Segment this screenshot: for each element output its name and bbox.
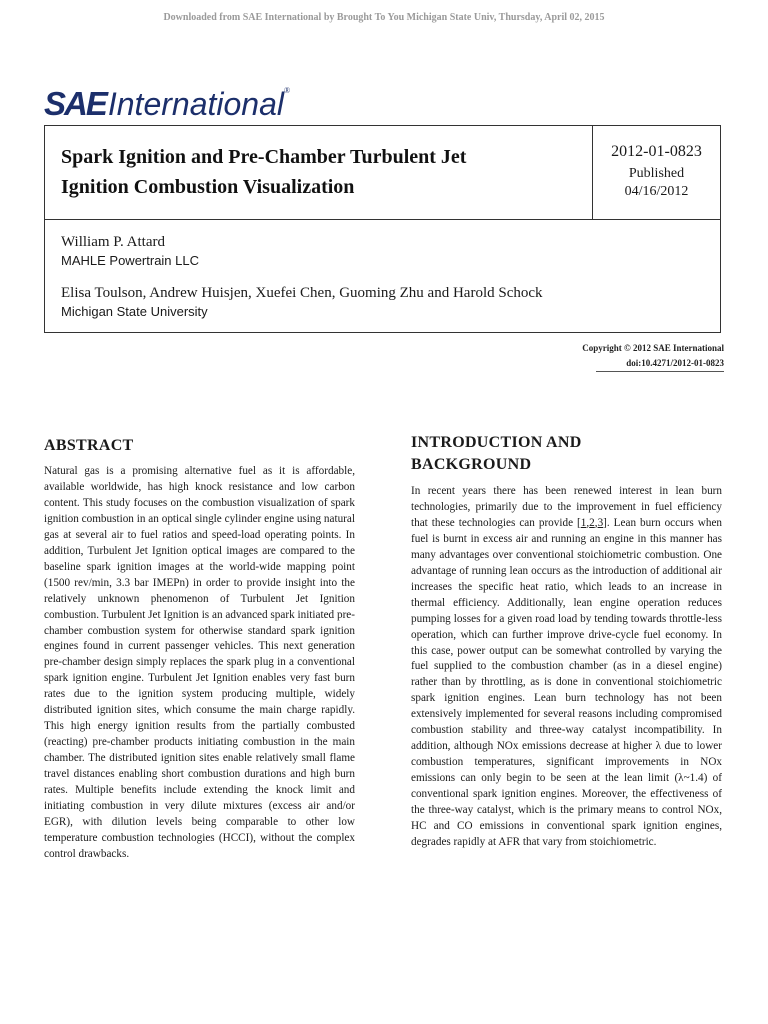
copyright-divider	[596, 371, 724, 372]
abstract-text: Natural gas is a promising alternative fuel as it is affordable, available worldwide, has high knock resistance and low carbon content. This study focuses on the combustion visualization of spark ignition combustion in an optical single cylinder engine using natural gas at several air to fuel ratios and speed-load operating points. In addition, Turbulent Jet Ignition optical images are compared to the baseline spark ignition images at the world-wide mapping point (1500 rev/min, 3.3 bar IMEPn) in order to provide insight into the relatively unknown phenomenon of Turbulent Jet Ignition combustion. Turbulent Jet Ignition is an advanced spark initiated pre-chamber combustion system for otherwise standard spark ignition engines found in current passenger vehicles. This next generation pre-chamber design simply replaces the spark plug in a conventional spark ignition engine. Turbulent Jet Ignition enables very fast burn rates due to the ignition system producing multiple, widely distributed ignition sites, which consume the main charge rapidly. This high energy ignition results from the partially combusted (reacting) pre-chamber products initiating combustion in the main chamber. The distributed ignition sites enable relatively small flame travel distances enabling short combustion durations and high burn rates. Multiple benefits include extending the knock limit and initiating combustion in very dilute mixtures (excess air and/or EGR), with dilution levels being comparable to other low temperature combustion technologies (HCCI), without the complex control drawbacks.	[44, 465, 355, 860]
paper-title-line-1: Spark Ignition and Pre-Chamber Turbulent Jet	[61, 146, 467, 168]
paper-id: 2012-01-0823	[611, 143, 702, 160]
paper-meta-cell	[593, 126, 720, 220]
paper-title	[61, 142, 592, 202]
abstract-column	[44, 432, 355, 863]
logo-international-text: International	[107, 86, 284, 122]
published-date: 04/16/2012	[624, 184, 689, 199]
citation-link-3[interactable]: 3	[597, 516, 604, 529]
introduction-heading-line-2: BACKGROUND	[411, 456, 532, 473]
author-affiliation-2: Michigan State University	[61, 304, 208, 319]
paper-header-box	[44, 125, 721, 333]
authors-block	[61, 220, 711, 320]
abstract-heading: ABSTRACT	[44, 437, 134, 454]
citation-link-2[interactable]: 2	[589, 516, 595, 529]
introduction-text-part-2: ]. Lean burn occurs when fuel is burnt in excess air and running an engine in this manner has many advantages over conventional stoichiometric combustion. One advantage of running lean occurs as the introduction of additional air increases the specific heat ratio, which leads to an increase in thermal efficiency. Additionally, lean engine operation reduces pumping losses for a given road load by tending towards throttle-less operation, which can further improve drive-cycle fuel economy. In this case, power output can be somewhat controlled by varying the fuel supplied to the combustion chamber (as in a diesel engine) rather than by throttling, as is done in conventional stoichiometric spark ignition engines. Lean burn technology has not been extensively implemented for several reasons including compromised combustion stability and three-way catalyst incompatibility. In addition, although NOx emissions decrease at higher λ due to lower combustion temperatures, significant improvements in NOx emissions can only begin to be seen at the lean limit (λ~1.4) of conventional spark ignition engines. Moreover, the effectiveness of the three-way catalyst, which is the primary means to control NOx, HC and CO emissions in conventional spark ignition engines, degrades rapidly at AFR that vary from stoichiometric.	[411, 516, 723, 848]
citation-link-1[interactable]: 1	[580, 516, 587, 529]
download-notice: Downloaded from SAE International by Brought To You Michigan State Univ, Thursday, April 02, 2015	[163, 12, 605, 23]
doi-line: doi:10.4271/2012-01-0823	[626, 358, 724, 368]
copyright-block	[582, 341, 724, 371]
copyright-line: Copyright © 2012 SAE International	[582, 343, 724, 353]
author-names-2: Elisa Toulson, Andrew Huisjen, Xuefei Chen, Guoming Zhu and Harold Schock	[61, 285, 543, 301]
logo-sae-text: SAE	[44, 85, 106, 122]
sae-international-logo	[44, 84, 290, 120]
author-names-1: William P. Attard	[61, 234, 165, 250]
author-affiliation-1: MAHLE Powertrain LLC	[61, 253, 199, 268]
introduction-text-part-1: In recent years there has been renewed interest in lean burn technologies, primarily due to the improvement in fuel efficiency that these technologies can provide [	[411, 485, 722, 529]
introduction-heading-line-1: INTRODUCTION AND	[411, 434, 582, 451]
published-label: Published	[628, 166, 685, 181]
title-cell	[45, 126, 593, 220]
introduction-heading	[411, 432, 722, 476]
introduction-column	[411, 432, 722, 851]
paper-title-line-2: Ignition Combustion Visualization	[61, 176, 355, 198]
registered-mark: ®	[283, 86, 291, 95]
introduction-text: In recent years there has been renewed interest in lean burn technologies, primarily due to the improvement in fuel efficiency that these technologies can provide [1,2,3]. Lean burn occurs when fuel is burnt in excess air and running an engine in this manner has many advantages over conventional stoichiometric combustion. One advantage of running lean occurs as the introduction of additional air increases the specific heat ratio, which leads to an increase in thermal efficiency. Additionally, lean engine operation reduces pumping losses for a given road load by tending towards throttle-less operation, which can further improve drive-cycle fuel economy. In this case, power output can be somewhat controlled by varying the fuel supplied to the combustion chamber (as in a diesel engine) rather than by throttling, as is done in conventional stoichiometric spark ignition engines. Lean burn technology has not been extensively implemented for several reasons including compromised combustion stability and three-way catalyst incompatibility. In addition, although NOx emissions decrease at higher λ due to lower combustion temperatures, significant improvements in NOx emissions can only begin to be seen at the lean limit (λ~1.4) of conventional spark ignition engines. Moreover, the effectiveness of the three-way catalyst, which is the primary means to control NOx, HC and CO emissions in conventional spark ignition engines, degrades rapidly at AFR that vary from stoichiometric.	[411, 485, 723, 848]
